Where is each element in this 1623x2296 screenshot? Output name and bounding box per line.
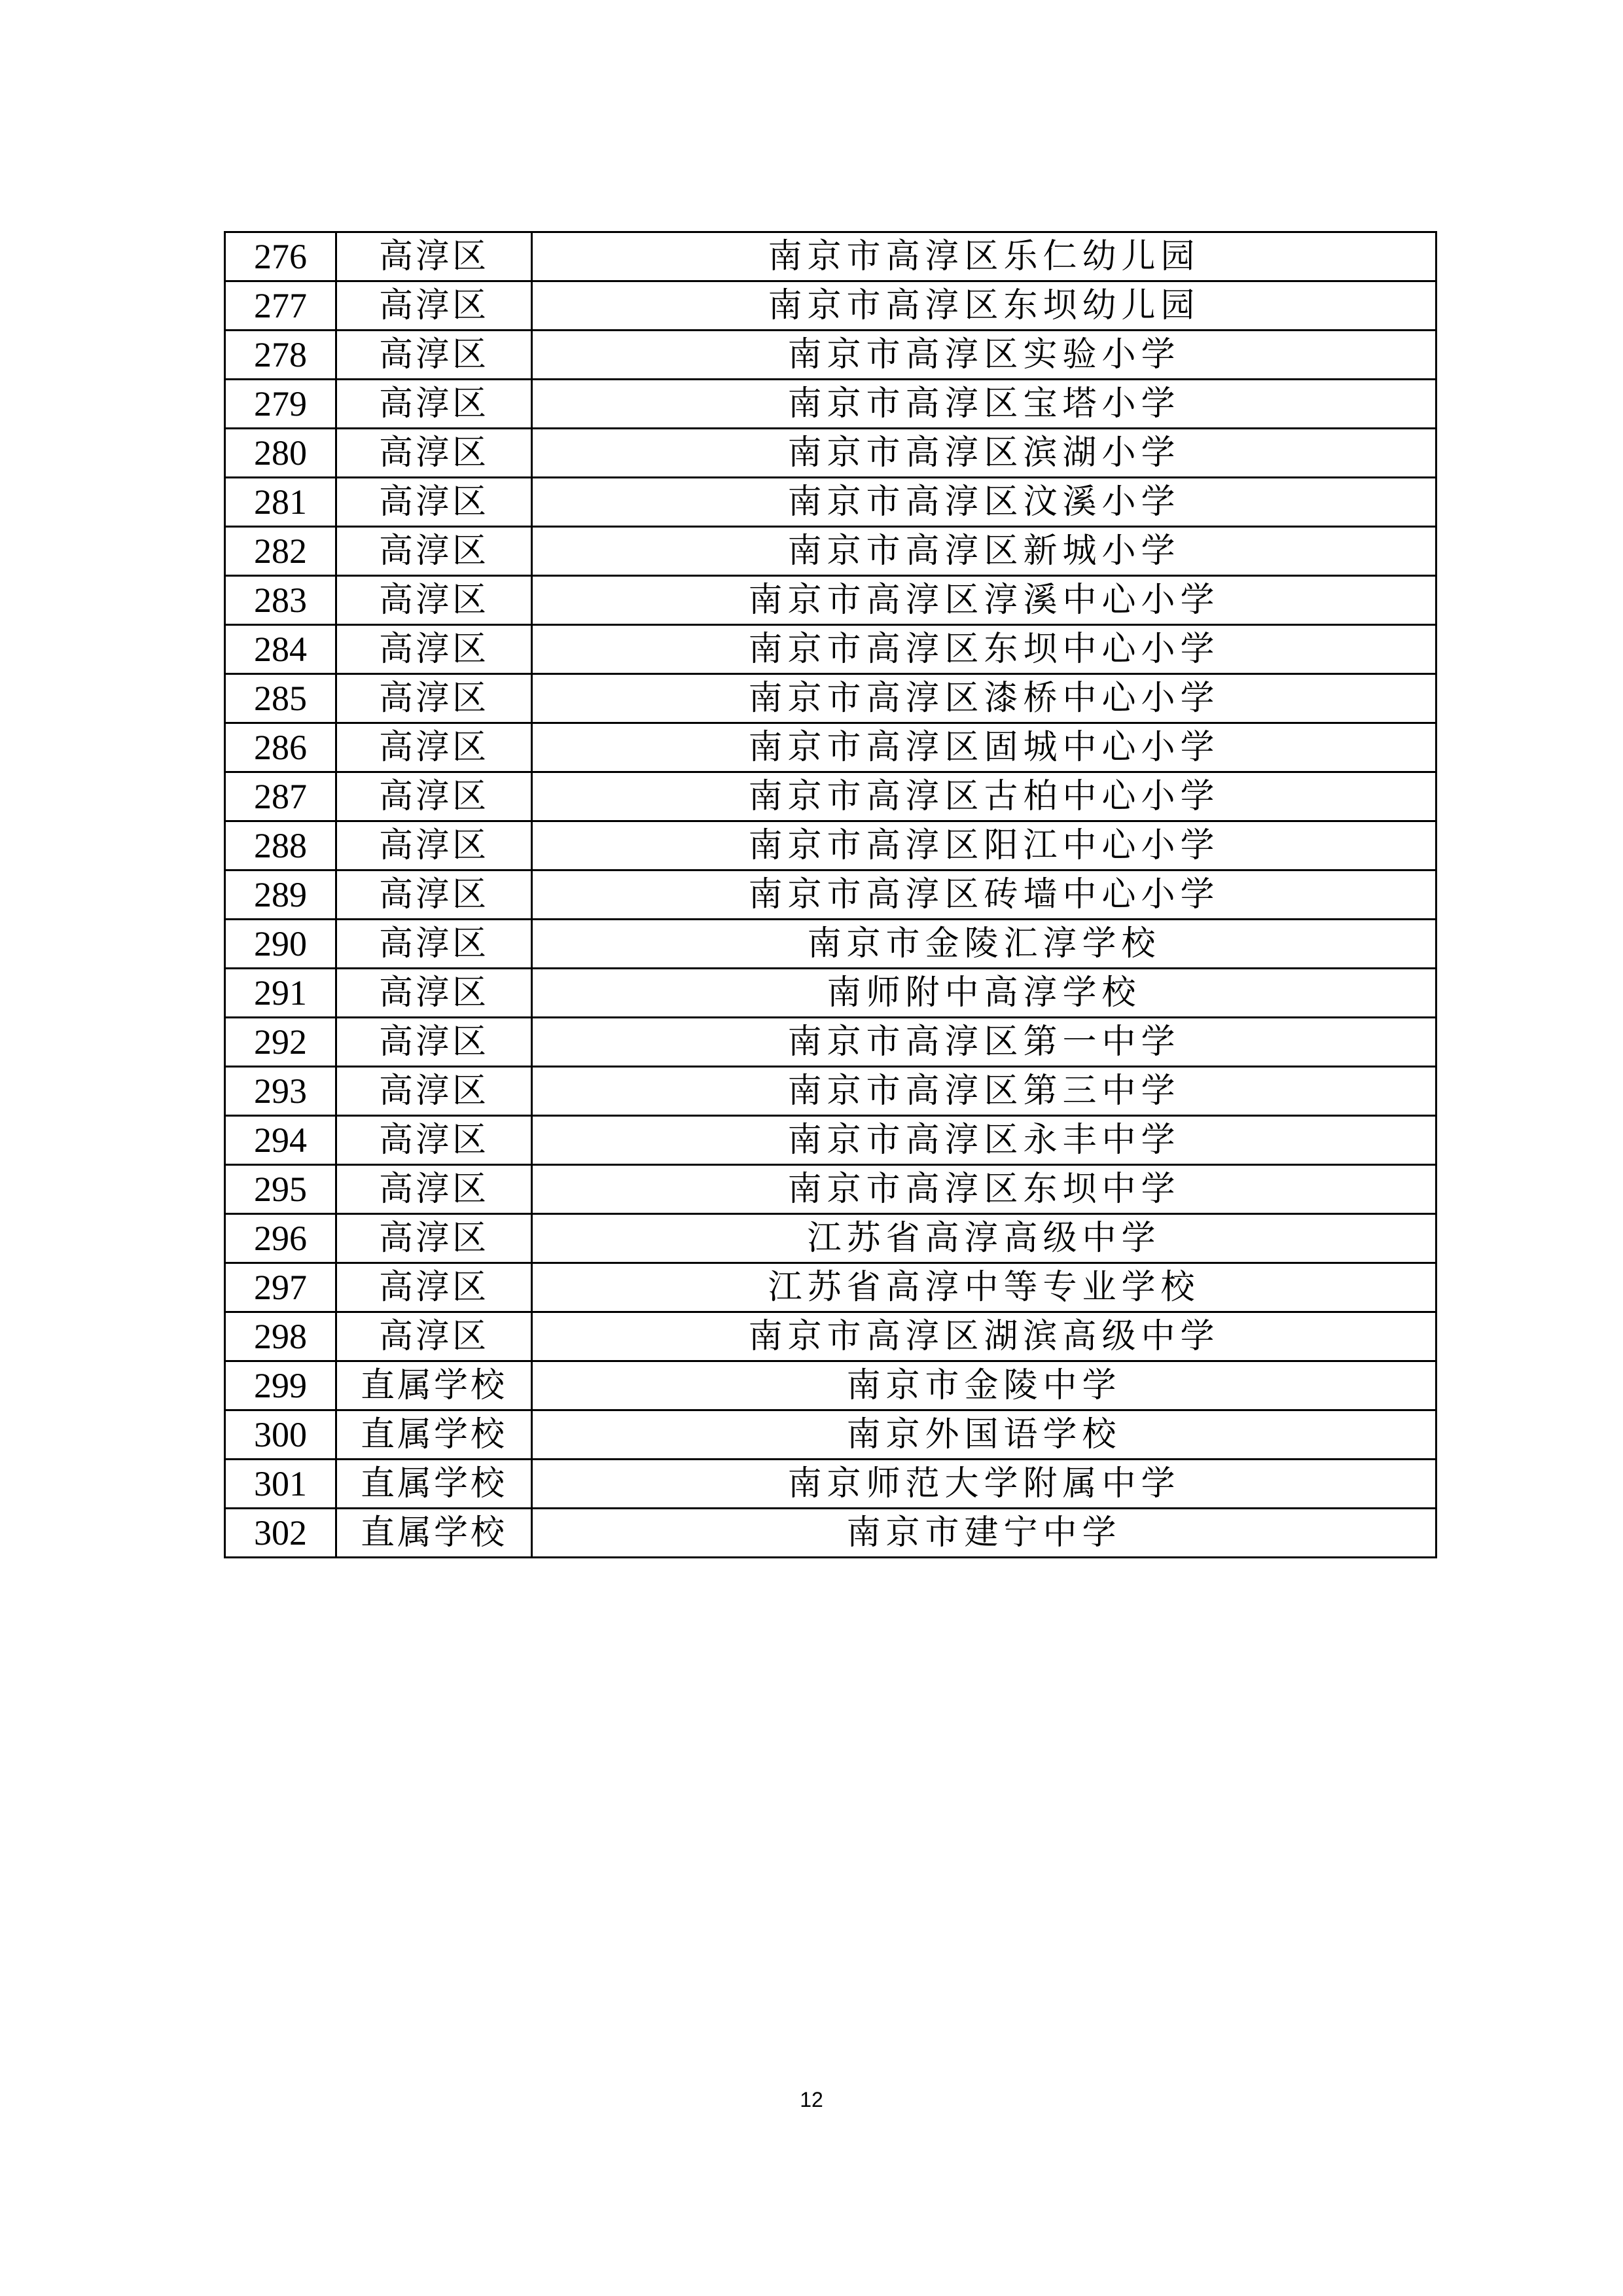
row-number: 301 [225,1460,336,1509]
school-name-cell: 南京市高淳区东坝幼儿园 [532,281,1436,331]
school-name-cell: 南京市高淳区砖墙中心小学 [532,870,1436,920]
row-number: 298 [225,1312,336,1361]
row-number: 279 [225,380,336,429]
school-name-cell: 南京市高淳区实验小学 [532,331,1436,380]
page-number: 12 [800,2088,823,2111]
row-number: 284 [225,625,336,674]
district-cell: 高淳区 [336,674,532,723]
table-row [225,331,1436,380]
row-number: 295 [225,1165,336,1214]
district-cell: 高淳区 [336,821,532,870]
row-number: 300 [225,1410,336,1460]
school-name-cell: 南京市高淳区滨湖小学 [532,429,1436,478]
row-number: 294 [225,1116,336,1165]
row-number: 297 [225,1263,336,1312]
school-name-cell: 南京师范大学附属中学 [532,1460,1436,1509]
district-cell: 高淳区 [336,1116,532,1165]
table-row [225,674,1436,723]
row-number: 291 [225,969,336,1018]
row-number: 289 [225,870,336,920]
school-name-cell: 江苏省高淳高级中学 [532,1214,1436,1263]
school-name-cell: 南京市高淳区乐仁幼儿园 [532,232,1436,281]
district-cell: 高淳区 [336,232,532,281]
school-name-cell: 南京市高淳区固城中心小学 [532,723,1436,772]
school-name-cell: 南京市高淳区新城小学 [532,527,1436,576]
district-cell: 高淳区 [336,723,532,772]
district-cell: 高淳区 [336,331,532,380]
row-number: 276 [225,232,336,281]
table-row [225,576,1436,625]
table-row [225,281,1436,331]
school-name-cell: 南京市高淳区东坝中学 [532,1165,1436,1214]
row-number: 286 [225,723,336,772]
table-row [225,478,1436,527]
table-row [225,772,1436,821]
table-row [225,1361,1436,1410]
row-number: 288 [225,821,336,870]
district-cell: 直属学校 [336,1460,532,1509]
table-row [225,1312,1436,1361]
school-name-cell: 南京市金陵中学 [532,1361,1436,1410]
school-name-cell: 南京市高淳区湖滨高级中学 [532,1312,1436,1361]
district-cell: 高淳区 [336,478,532,527]
school-name-cell: 南京市高淳区宝塔小学 [532,380,1436,429]
school-name-cell: 南京市金陵汇淳学校 [532,920,1436,969]
row-number: 302 [225,1509,336,1558]
row-number: 278 [225,331,336,380]
table-row [225,1410,1436,1460]
row-number: 299 [225,1361,336,1410]
district-cell: 高淳区 [336,429,532,478]
school-name-cell: 南京外国语学校 [532,1410,1436,1460]
school-name-cell: 江苏省高淳中等专业学校 [532,1263,1436,1312]
district-cell: 高淳区 [336,527,532,576]
table-row [225,232,1436,281]
table-row [225,1018,1436,1067]
row-number: 293 [225,1067,336,1116]
district-cell: 高淳区 [336,1263,532,1312]
table-row [225,1214,1436,1263]
row-number: 287 [225,772,336,821]
district-cell: 高淳区 [336,920,532,969]
school-name-cell: 南京市高淳区东坝中心小学 [532,625,1436,674]
table-row [225,723,1436,772]
table-row [225,1067,1436,1116]
row-number: 281 [225,478,336,527]
table-row [225,429,1436,478]
district-cell: 高淳区 [336,1067,532,1116]
school-name-cell: 南京市高淳区第一中学 [532,1018,1436,1067]
table-row [225,870,1436,920]
table-row [225,1509,1436,1558]
table-row [225,380,1436,429]
district-cell: 高淳区 [336,576,532,625]
district-cell: 高淳区 [336,870,532,920]
district-cell: 高淳区 [336,625,532,674]
row-number: 296 [225,1214,336,1263]
district-cell: 高淳区 [336,772,532,821]
row-number: 290 [225,920,336,969]
school-list-table-body [225,232,1436,1558]
district-cell: 高淳区 [336,1165,532,1214]
district-cell: 高淳区 [336,1214,532,1263]
district-cell: 直属学校 [336,1509,532,1558]
table-row [225,969,1436,1018]
row-number: 280 [225,429,336,478]
school-name-cell: 南京市高淳区古柏中心小学 [532,772,1436,821]
school-name-cell: 南京市高淳区漆桥中心小学 [532,674,1436,723]
district-cell: 直属学校 [336,1361,532,1410]
school-name-cell: 南京市高淳区汶溪小学 [532,478,1436,527]
row-number: 277 [225,281,336,331]
school-name-cell: 南京市高淳区第三中学 [532,1067,1436,1116]
table-row [225,920,1436,969]
table-row [225,527,1436,576]
table-row [225,625,1436,674]
table-row [225,1116,1436,1165]
table-row [225,821,1436,870]
school-name-cell: 南京市建宁中学 [532,1509,1436,1558]
school-name-cell: 南京市高淳区永丰中学 [532,1116,1436,1165]
school-name-cell: 南京市高淳区阳江中心小学 [532,821,1436,870]
school-list-table [224,231,1437,1558]
district-cell: 高淳区 [336,380,532,429]
row-number: 282 [225,527,336,576]
row-number: 285 [225,674,336,723]
school-name-cell: 南京市高淳区淳溪中心小学 [532,576,1436,625]
district-cell: 高淳区 [336,1312,532,1361]
row-number: 283 [225,576,336,625]
school-name-cell: 南师附中高淳学校 [532,969,1436,1018]
district-cell: 高淳区 [336,281,532,331]
district-cell: 高淳区 [336,969,532,1018]
district-cell: 高淳区 [336,1018,532,1067]
table-row [225,1460,1436,1509]
table-row [225,1165,1436,1214]
row-number: 292 [225,1018,336,1067]
district-cell: 直属学校 [336,1410,532,1460]
table-row [225,1263,1436,1312]
